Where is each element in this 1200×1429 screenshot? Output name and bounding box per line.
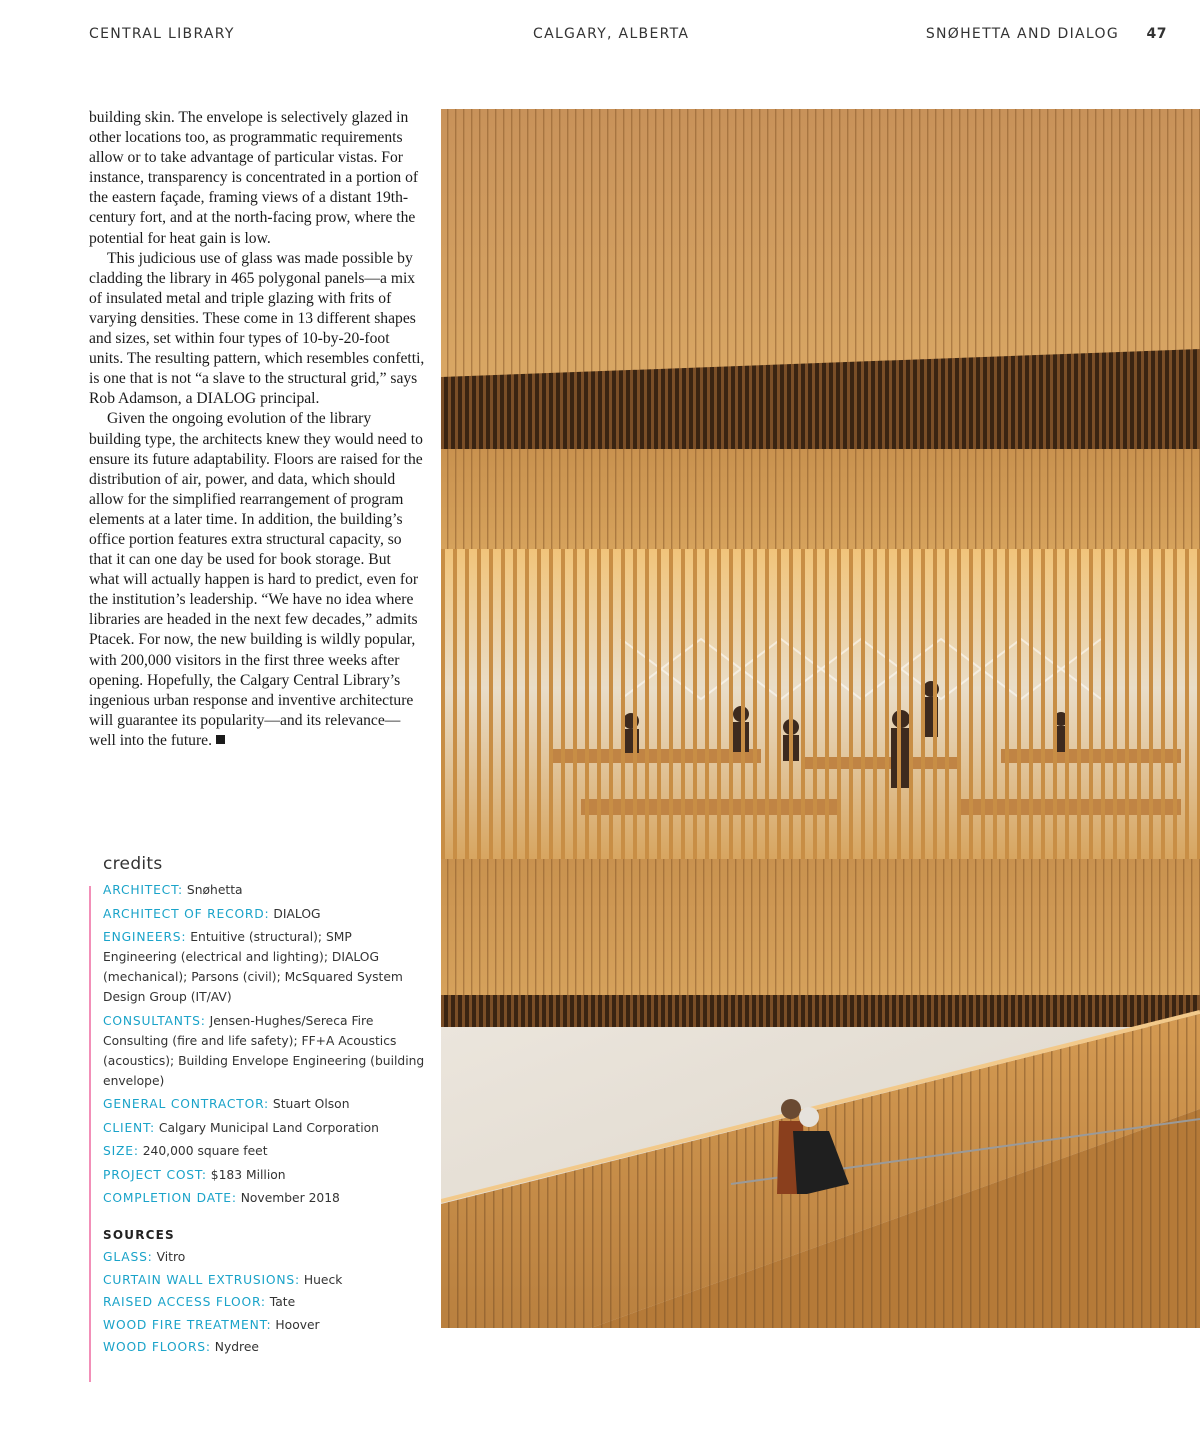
credit-label: SIZE:: [103, 1144, 139, 1158]
credit-value: Tate: [269, 1295, 296, 1309]
credit-value: DIALOG: [273, 906, 321, 921]
credit-label: ARCHITECT:: [103, 883, 183, 897]
architects-label: SNØHETTA AND DIALOG: [925, 26, 1119, 42]
credit-label: CURTAIN WALL EXTRUSIONS:: [103, 1272, 300, 1287]
paragraph: This judicious use of glass was made possible by cladding the library in 465 polygonal panels—a mix of insulated metal and triple glazing with frits of varying densities. These come in 13 different shapes and sizes, set within four types of 10-by-20-foot units. The resulting pattern, which resembles confetti, is one that is not “a slave to the structural grid,” says Rob Adamson, a DIALOG principal.: [89, 249, 425, 408]
credit-label: CONSULTANTS:: [103, 1013, 206, 1028]
credit-value: Hueck: [303, 1272, 343, 1287]
credit-entry: [103, 1188, 425, 1208]
credit-label: COMPLETION DATE:: [103, 1191, 237, 1205]
credit-label: CLIENT:: [103, 1120, 155, 1135]
page-number: 47: [1146, 26, 1167, 42]
location-label: CALGARY, ALBERTA: [533, 26, 690, 42]
sources-title: SOURCES: [103, 1228, 175, 1242]
paragraph: [89, 409, 425, 751]
article-body: [89, 108, 425, 751]
credit-value: 240,000 square feet: [142, 1144, 268, 1158]
credit-entry: [103, 1141, 425, 1161]
credit-label: ENGINEERS:: [103, 930, 187, 944]
credit-value: Stuart Olson: [272, 1097, 350, 1111]
credit-entry: [103, 1094, 425, 1114]
credit-value: Calgary Municipal Land Corporation: [158, 1120, 379, 1135]
credits-box: [89, 854, 425, 1360]
running-header: [89, 26, 1167, 44]
credit-value: Entuitive (structural); SMP Engineering (electrical and lighting); DIALOG (mechanical); Parsons (civil); McSquared System Design Group (IT/AV): [103, 930, 403, 1004]
credit-entry: [103, 1315, 425, 1335]
credit-entry: [103, 880, 425, 900]
credit-value: Jensen-Hughes/Sereca Fire Consulting (fire and life safety); FF+A Acoustics (acoustics); Building Envelope Engineering (building envelope): [103, 1013, 425, 1088]
credit-entry: [103, 1247, 425, 1267]
library-interior-photo: [441, 109, 1200, 1328]
credit-label: WOOD FIRE TREATMENT:: [103, 1317, 272, 1332]
credit-entry: [103, 1118, 425, 1138]
credit-value: Hoover: [275, 1317, 320, 1332]
end-mark-icon: [216, 735, 225, 744]
credit-entry: [103, 904, 425, 924]
credit-label: GLASS:: [103, 1250, 153, 1264]
credits-list: [103, 880, 425, 1208]
credit-entry: [103, 1165, 425, 1185]
credit-label: GENERAL CONTRACTOR:: [103, 1097, 269, 1111]
credit-value: $183 Million: [210, 1167, 286, 1182]
credit-value: Snøhetta: [186, 883, 243, 897]
credit-entry: [103, 927, 425, 1007]
credit-entry: [103, 1292, 425, 1312]
credit-entry: [103, 1270, 425, 1290]
credit-value: Nydree: [214, 1340, 259, 1354]
paragraph: building skin. The envelope is selectively glazed in other locations too, as programmatic requirements allow or to take advantage of particular vistas. For instance, transparency is concentrated in a portion of the eastern façade, framing views of a distant 19th-century fort, and at the north-facing prow, where the potential for heat gain is low.: [89, 109, 419, 247]
credit-entry: [103, 1011, 425, 1091]
credit-label: ARCHITECT OF RECORD:: [103, 906, 270, 921]
credit-label: PROJECT COST:: [103, 1167, 207, 1182]
credit-label: RAISED ACCESS FLOOR:: [103, 1295, 266, 1309]
paragraph-text: Given the ongoing evolution of the library building type, the architects knew they would need to ensure its future adaptability. Floors are raised for the distribution of air, power, and data, which should allow for the simplified rearrangement of program elements at a later time. In addition, the building’s office portion features extra structural capacity, so that it can one day be used for book storage. But what will actually happen is hard to predict, even for the institution’s leadership. “We have no idea where libraries are headed in the next few decades,” admits Ptacek. For now, the new building is wildly popular, with 200,000 visitors in the first three weeks after opening. Hopefully, the Calgary Central Library’s ingenious urban response and inventive architecture will guarantee its popularity—and its relevance—well into the future.: [89, 410, 423, 749]
sources-list: [103, 1247, 425, 1357]
credits-rule: [89, 886, 91, 1382]
credit-entry: [103, 1337, 425, 1357]
section-title: CENTRAL LIBRARY: [89, 26, 235, 42]
credit-value: Vitro: [156, 1250, 186, 1264]
credit-value: November 2018: [240, 1191, 340, 1205]
credits-title: credits: [103, 854, 163, 874]
credit-label: WOOD FLOORS:: [103, 1340, 211, 1354]
